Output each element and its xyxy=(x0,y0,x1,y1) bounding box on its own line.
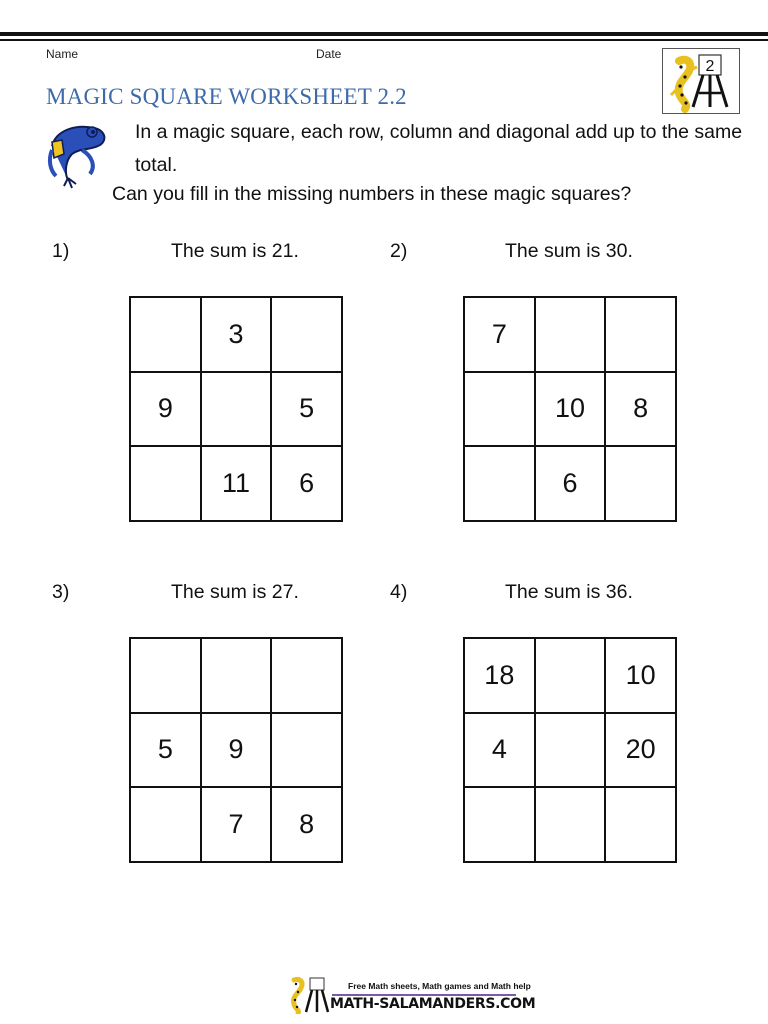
grid-cell xyxy=(131,298,202,373)
grid-cell: 18 xyxy=(465,639,536,714)
magic-square-3 xyxy=(129,637,343,863)
grid-cell xyxy=(536,639,607,714)
grid-cell xyxy=(606,788,677,863)
grid-cell xyxy=(272,714,343,789)
grid-cell xyxy=(465,373,536,448)
grid-cell: 6 xyxy=(272,447,343,522)
grid-cell xyxy=(202,373,273,448)
grade-badge: 2 xyxy=(705,58,715,75)
footer-brand: MATH-SALAMANDERS.COM xyxy=(330,996,536,1012)
problem-2-number: 2) xyxy=(390,240,408,262)
problem-4-sum: The sum is 36. xyxy=(505,581,633,603)
grid-cell xyxy=(272,639,343,714)
grid-cell: 7 xyxy=(202,788,273,863)
grid-cell: 11 xyxy=(202,447,273,522)
question-text: Can you fill in the missing numbers in these magic squares? xyxy=(112,183,632,205)
grid-cell xyxy=(536,714,607,789)
salamander-footer-icon xyxy=(286,974,332,1019)
grid-cell: 10 xyxy=(606,639,677,714)
date-label: Date xyxy=(316,47,342,61)
problem-2-sum: The sum is 30. xyxy=(505,240,633,262)
problem-4-number: 4) xyxy=(390,581,408,603)
grid-cell xyxy=(131,788,202,863)
grid-cell xyxy=(272,298,343,373)
grid-cell xyxy=(131,639,202,714)
grid-cell: 7 xyxy=(465,298,536,373)
header-rule-thick xyxy=(0,32,768,36)
problem-3-sum: The sum is 27. xyxy=(171,581,299,603)
grid-cell: 3 xyxy=(202,298,273,373)
grid-cell xyxy=(202,639,273,714)
grid-cell xyxy=(606,447,677,522)
problem-3-number: 3) xyxy=(52,581,70,603)
magic-square-2 xyxy=(463,296,677,522)
page-title: MAGIC SQUARE WORKSHEET 2.2 xyxy=(46,84,407,109)
intro-text: In a magic square, each row, column and diagonal add up to the same total. xyxy=(135,121,743,176)
header-rule-thin xyxy=(0,39,768,41)
problem-1-sum: The sum is 21. xyxy=(171,240,299,262)
magic-square-1 xyxy=(129,296,343,522)
grid-cell: 5 xyxy=(131,714,202,789)
grid-cell: 8 xyxy=(272,788,343,863)
grid-cell: 9 xyxy=(131,373,202,448)
magic-square-4 xyxy=(463,637,677,863)
name-label: Name xyxy=(46,47,79,61)
grid-cell xyxy=(606,298,677,373)
grid-cell: 6 xyxy=(536,447,607,522)
grid-cell xyxy=(536,788,607,863)
grid-cell xyxy=(536,298,607,373)
grid-cell: 9 xyxy=(202,714,273,789)
salamander-logo-icon xyxy=(662,48,740,114)
grid-cell: 5 xyxy=(272,373,343,448)
grid-cell: 4 xyxy=(465,714,536,789)
blue-frog-icon xyxy=(46,120,110,195)
grid-cell xyxy=(465,788,536,863)
grid-cell: 8 xyxy=(606,373,677,448)
problem-1-number: 1) xyxy=(52,240,70,262)
grid-cell: 20 xyxy=(606,714,677,789)
footer-tagline: Free Math sheets, Math games and Math help xyxy=(348,981,531,991)
grid-cell xyxy=(465,447,536,522)
grid-cell xyxy=(131,447,202,522)
grid-cell: 10 xyxy=(536,373,607,448)
